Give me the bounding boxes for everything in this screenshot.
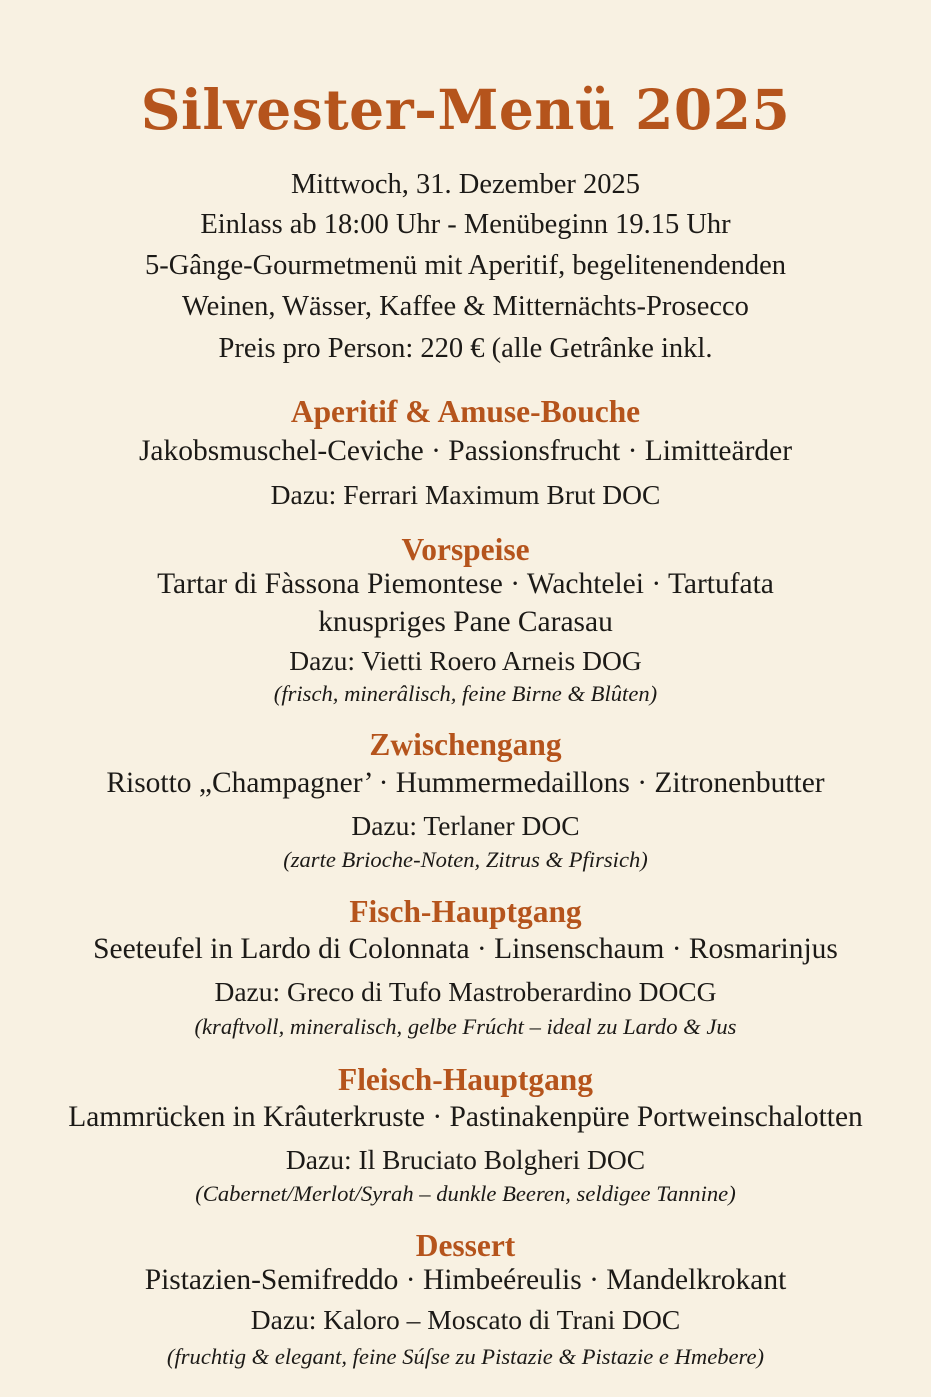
course-dish-fleisch-hauptgang: Lammrücken in Krâuterkruste · Pastinakenpüre Portweinschalotten [68,1101,863,1133]
wine-pairing-zwischengang: Dazu: Terlaner DOC [351,810,580,841]
course-dish-vorspeise-line-1: Tartar di Fàssona Piemontese · Wachtelei · Tartufata [157,568,774,600]
price-per-person: Preis pro Person: 220 € (alle Getrânke inkl. [218,333,713,364]
event-date: Mittwoch, 31. Dezember 2025 [290,169,641,200]
course-heading-zwischengang: Zwischengang [369,727,562,762]
course-dish-vorspeise-line-2: knuspriges Pane Carasau [318,606,613,638]
wine-note-dessert: (fruchtig & elegant, feine Súſse zu Pistazie & Pistazie e Hmebere) [166,1344,765,1369]
course-heading-fleisch-hauptgang: Fleisch-Hauptgang [337,1062,593,1097]
wine-note-fisch-hauptgang: (kraftvoll, mineralisch, gelbe Frúcht – ideal zu Lardo & Jus [194,1014,737,1039]
wine-pairing-aperitif: Dazu: Ferrari Maximum Brut DOC [270,479,661,510]
course-dish-aperitif: Jakobsmuschel-Ceviche · Passionsfrucht · Limitteärder [138,435,793,467]
wine-pairing-fisch-hauptgang: Dazu: Greco di Tufo Mastroberardino DOCG [214,976,717,1007]
wine-note-vorspeise: (frisch, minerâlisch, feine Birne & Blûten) [273,681,658,706]
wine-pairing-dessert: Dazu: Kaloro – Moscato di Trani DOC [250,1304,681,1335]
course-dish-zwischengang: Risotto „Champagner’ · Hummermedaillons · Zitronenbutter [106,767,825,799]
menu-title: Silvester-Menü 2025 [140,77,791,142]
course-heading-dessert: Dessert [415,1228,516,1263]
course-dish-dessert: Pistazien-Semifreddo · Himbeéreulis · Mandelkrokant [144,1264,787,1296]
package-description-line-2: Weinen, Wässer, Kaffee & Mitternächts-Prosecco [182,291,749,322]
wine-note-zwischengang: (zarte Brioche-Noten, Zitrus & Pfirsich) [283,847,648,872]
course-heading-vorspeise: Vorspeise [401,532,530,567]
course-dish-fisch-hauptgang: Seeteufel in Lardo di Colonnata · Linsenschaum · Rosmarinjus [93,933,838,965]
package-description-line-1: 5-Gânge-Gourmetmenü mit Aperitif, begelitenendenden [144,250,787,281]
wine-pairing-vorspeise: Dazu: Vietti Roero Arneis DOG [289,645,642,676]
course-heading-fisch-hauptgang: Fisch-Hauptgang [349,894,582,929]
wine-pairing-fleisch-hauptgang: Dazu: Il Bruciato Bolgheri DOC [285,1144,646,1175]
course-heading-aperitif: Aperitif & Amuse-Bouche [290,394,641,429]
event-times: Einlass ab 18:00 Uhr - Menübeginn 19.15 Uhr [200,209,731,240]
wine-note-fleisch-hauptgang: (Cabernet/Merlot/Syrah – dunkle Beeren, seldigee Tannine) [195,1181,736,1206]
